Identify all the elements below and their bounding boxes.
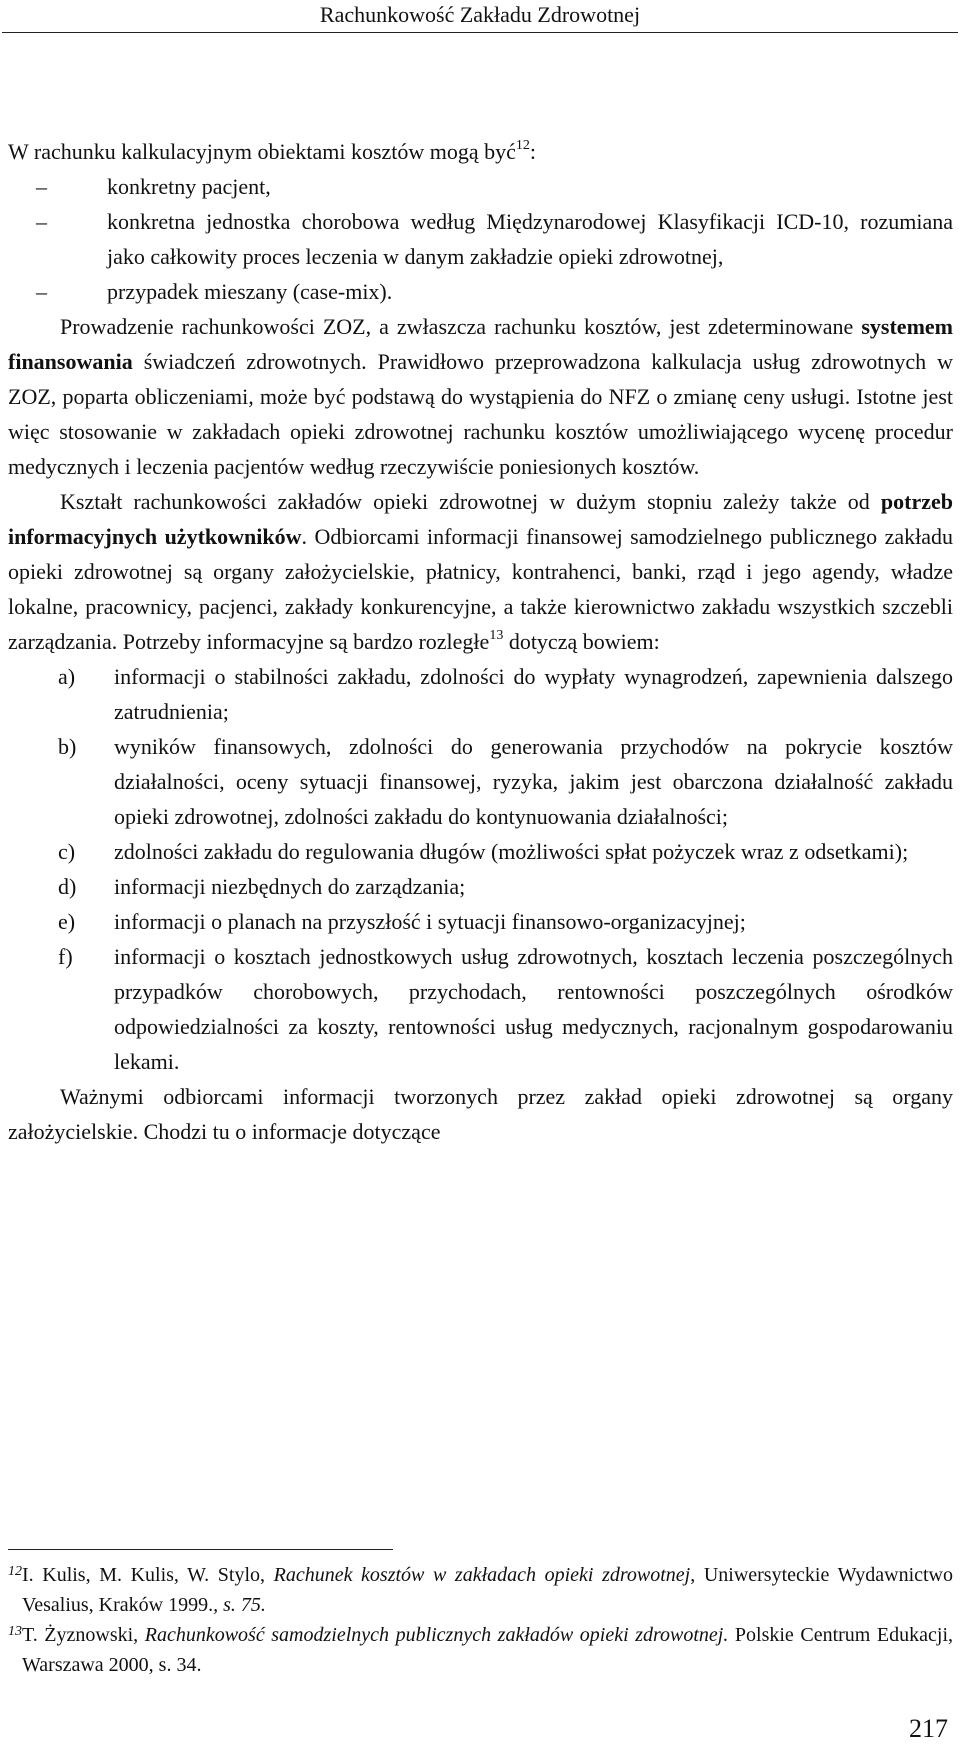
list-letter: a): [58, 664, 76, 689]
footnotes: [8, 1560, 953, 1680]
footnote-title: Rachunkowość samodzielnych publicznych zakładów opieki zdrowotnej.: [144, 1624, 729, 1646]
body-text: [8, 134, 953, 1149]
intro-text: W rachunku kalkulacyjnym obiektami kosztów mogą być: [8, 139, 516, 164]
lettered-list: [8, 659, 953, 1079]
emphasis-text: systemem finansowania: [8, 314, 953, 374]
list-item: [8, 204, 953, 274]
footnote-ref-13[interactable]: 13: [489, 627, 504, 643]
list-item-text: informacji o planach na przyszłość i sytuacji finansowo-organizacyjnej;: [114, 909, 746, 934]
footnote-pages: , s. 75.: [213, 1594, 266, 1616]
footnote-number: 12: [8, 1564, 22, 1579]
footnote-title: Rachunek kosztów w zakładach opieki zdrowotnej: [273, 1564, 691, 1586]
paragraph-text: Ważnymi odbiorcami informacji tworzonych przez zakład opieki zdrowotnej są organy założycielskie. Chodzi tu o informacje dotyczące: [8, 1084, 953, 1144]
paragraph-recipients: [8, 1079, 953, 1149]
page-number: 217: [909, 1714, 948, 1743]
intro-colon: :: [529, 139, 537, 164]
footnote-13: [8, 1620, 953, 1680]
footnote-publisher: , Uniwersyteckie Wydawnictwo Vesalius, Kraków 1999.: [22, 1564, 953, 1616]
list-item-text: zdolności zakładu do regulowania długów (możliwości spłat pożyczek wraz z odsetkami);: [114, 839, 909, 864]
paragraph-financing-systems: [8, 309, 953, 484]
list-item: [8, 939, 953, 1079]
paragraph-text: dotyczą bowiem:: [508, 629, 660, 654]
footnote-authors: T. Żyznowski,: [22, 1624, 139, 1646]
list-letter: c): [58, 839, 76, 864]
emphasis-text: potrzeb informacyjnych użytkowników: [8, 489, 953, 549]
list-item-text: informacji niezbędnych do zarządzania;: [114, 874, 466, 899]
dash-marker: –: [36, 279, 47, 304]
dash-list: [8, 169, 953, 309]
list-item: [8, 274, 953, 309]
paragraph-information-needs: [8, 484, 953, 659]
list-item: [8, 904, 953, 939]
footnote-12: [8, 1560, 953, 1620]
list-item: [8, 729, 953, 834]
list-letter: e): [58, 909, 76, 934]
list-letter: f): [58, 944, 73, 969]
list-item-text: konkretny pacjent,: [107, 174, 271, 199]
paragraph-text: świadczeń zdrowotnych. Prawidłowo przeprowadzona kalkulacja usług zdrowotnych w ZOZ, poparta obliczeniami, może być podstawą do wystąpienia do NFZ o zmianę ceny usługi. Istotne jest więc stosowanie w zakładach opieki zdrowotnej rachunku kosztów umożliwiającego wycenę procedur medycznych i leczenia pacjentów według rzeczywiście poniesionych kosztów.: [8, 349, 954, 479]
list-letter: d): [58, 874, 77, 899]
running-header: Rachunkowość Zakładu Zdrowotnej: [319, 2, 641, 27]
list-item: [8, 834, 953, 869]
list-item: [8, 659, 953, 729]
intro-paragraph: [8, 134, 953, 169]
footnote-publisher: Polskie Centrum Edukacji, Warszawa 2000, s. 34.: [22, 1624, 953, 1676]
list-item-text: informacji o kosztach jednostkowych usług zdrowotnych, kosztach leczenia poszczególnych przypadków chorobowych, przychodach, rentowności poszczególnych ośrodków odpowiedzialności za koszty, rentowności usług medycznych, racjonalnym gospodarowaniu lekami.: [114, 944, 953, 1074]
list-item-text: wyników finansowych, zdolności do generowania przychodów na pokrycie kosztów działalności, oceny sytuacji finansowej, ryzyka, jakim jest obarczona działalność zakładu opieki zdrowotnej, zdolności zakładu do kontynuowania działalności;: [114, 734, 953, 829]
dash-marker: –: [36, 209, 47, 234]
list-item-text: konkretna jednostka chorobowa według Międzynarodowej Klasyfikacji ICD-10, rozumiana jako całkowity proces leczenia w danym zakładzie opieki zdrowotnej,: [107, 209, 953, 269]
list-item-text: informacji o stabilności zakładu, zdolności do wypłaty wynagrodzeń, zapewnienia dalszego zatrudnienia;: [114, 664, 953, 724]
list-letter: b): [58, 734, 77, 759]
list-item: [8, 169, 953, 204]
dash-marker: –: [36, 174, 47, 199]
list-item-text: przypadek mieszany (case-mix).: [107, 279, 393, 304]
footnote-authors: I. Kulis, M. Kulis, W. Stylo,: [22, 1564, 266, 1586]
paragraph-text: . Odbiorcami informacji finansowej samodzielnego publicznego zakładu opieki zdrowotnej są organy założycielskie, płatnicy, kontrahenci, banki, rząd i jego agendy, władze lokalne, pracownicy, pacjenci, zakłady konkurencyjne, a także kierownictwo zakładu wszystkich szczebli zarządzania. Potrzeby informacyjne są bardzo rozległe: [8, 524, 954, 654]
paragraph-text: Kształt rachunkowości zakładów opieki zdrowotnej w dużym stopniu zależy także od: [60, 489, 870, 514]
paragraph-text: Prowadzenie rachunkowości ZOZ, a zwłaszcza rachunku kosztów, jest zdeterminowane: [60, 314, 854, 339]
footnote-ref-12[interactable]: 12: [515, 137, 530, 153]
header-rule: [2, 32, 958, 33]
footnote-rule: [8, 1549, 393, 1550]
list-item: [8, 869, 953, 904]
footnote-number: 13: [8, 1624, 22, 1639]
